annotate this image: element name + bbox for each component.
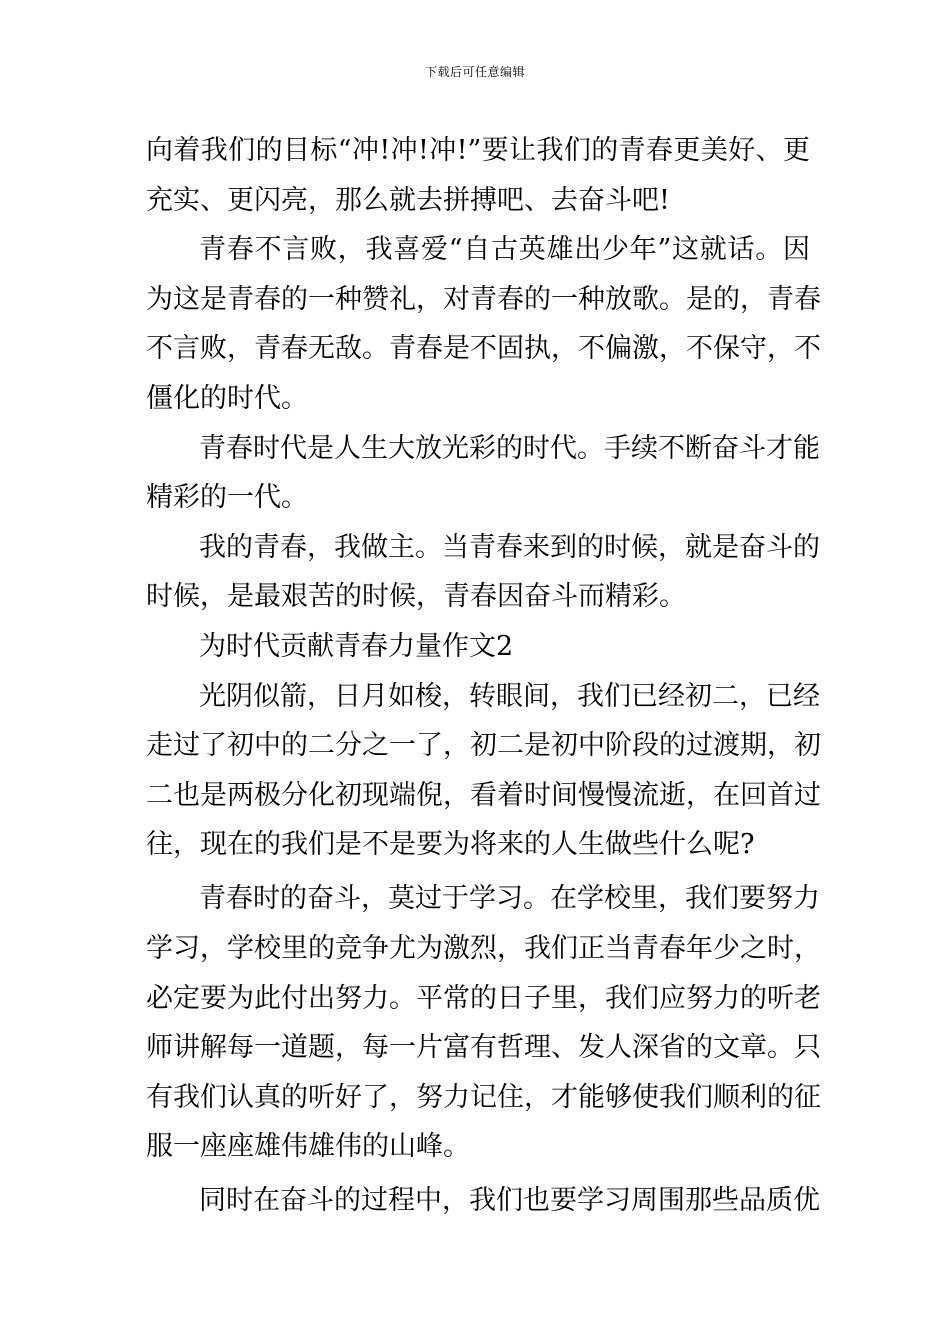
- text-line: 必定要为此付出努力。平常的日子里，我们应努力的听老: [146, 982, 821, 1014]
- essay-body: [146, 126, 821, 1226]
- section-heading: 为时代贡献青春力量作文2: [199, 630, 514, 662]
- text-line: 有我们认真的听好了，努力记住，才能够使我们顺利的征: [146, 1081, 821, 1113]
- text-line: 为这是青春的一种赞礼，对青春的一种放歌。是的，青春: [146, 283, 821, 315]
- text-line: 充实、更闪亮，那么就去拼搏吧、去奋斗吧!: [146, 184, 670, 216]
- text-line: 服一座座雄伟雄伟的山峰。: [146, 1131, 470, 1163]
- text-line: 青春不言败，我喜爱“自古英雄出少年”这就话。因: [199, 234, 810, 266]
- text-line: 青春时的奋斗，莫过于学习。在学校里，我们要努力: [199, 883, 820, 915]
- text-line: 不言败，青春无敌。青春是不固执，不偏激，不保守，不: [146, 333, 821, 365]
- text-line: 向着我们的目标“冲!冲!冲!”要让我们的青春更美好、更: [146, 135, 810, 166]
- text-line: 走过了初中的二分之一了，初二是初中阶段的过渡期，初: [146, 730, 821, 762]
- text-line: 光阴似箭，日月如梭，转眼间，我们已经初二，已经: [199, 680, 820, 712]
- text-line: 师讲解每一道题，每一片富有哲理、发人深省的文章。只: [146, 1032, 821, 1064]
- text-line: 时候，是最艰苦的时候，青春因奋斗而精彩。: [146, 581, 686, 613]
- text-line: 僵化的时代。: [146, 382, 308, 414]
- text-line: 精彩的一代。: [146, 482, 308, 514]
- text-line: 我的青春，我做主。当青春来到的时候，就是奋斗的: [199, 531, 820, 563]
- text-line: 学习，学校里的竞争尤为激烈，我们正当青春年少之时，: [146, 932, 821, 964]
- text-line: 往，现在的我们是不是要为将来的人生做些什么呢?: [146, 829, 755, 861]
- text-line: 二也是两极分化初现端倪，看着时间慢慢流逝，在回首过: [146, 779, 821, 811]
- page-header: 下载后可任意编辑: [424, 65, 525, 79]
- text-line: 青春时代是人生大放光彩的时代。手续不断奋斗才能: [199, 432, 820, 464]
- text-line: 同时在奋斗的过程中，我们也要学习周围那些品质优: [199, 1185, 820, 1217]
